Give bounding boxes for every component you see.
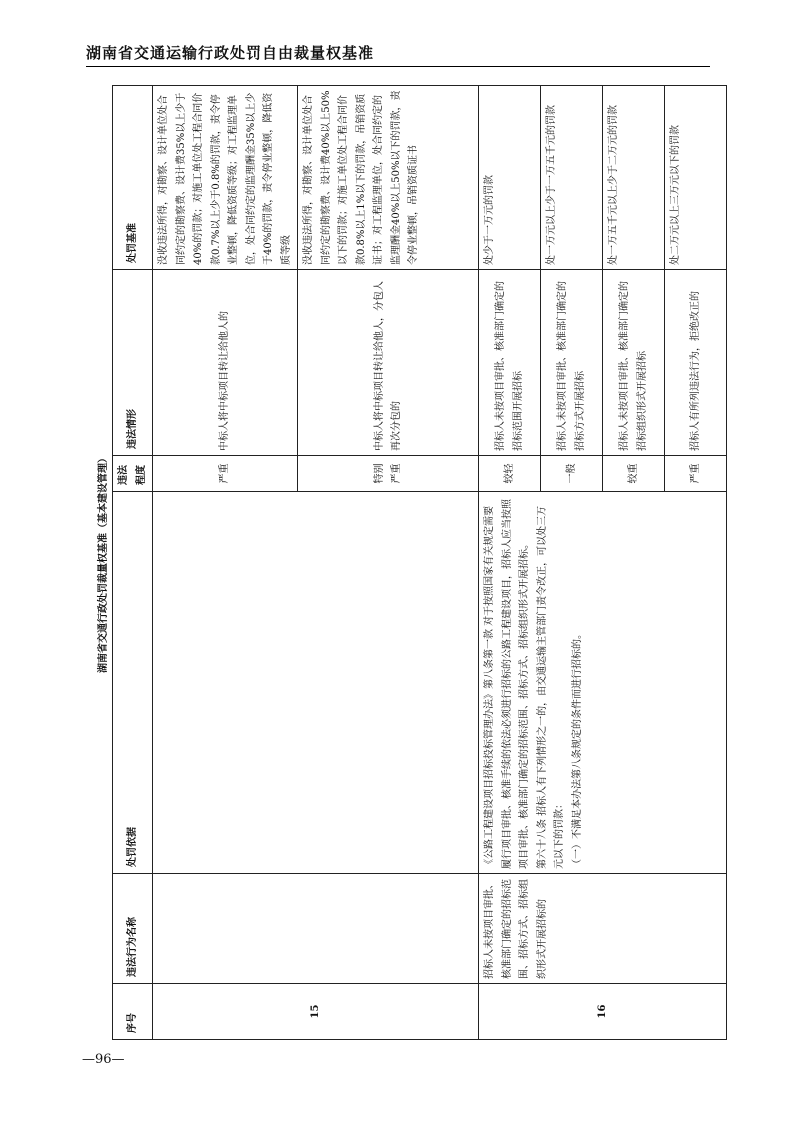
item-15-situation: 中标人将中标项目转让给他人的 bbox=[153, 270, 298, 456]
rotated-table-frame bbox=[90, 86, 710, 1040]
item-16-situation: 招标人未按项目审批、核准部门确定的招标方式开展招标 bbox=[541, 270, 603, 456]
item-16-seq: 16 bbox=[479, 984, 727, 1040]
item-16-degree: 严重 bbox=[665, 456, 727, 492]
item-15-standard: 没收违法所得，对勘察、设计单位处合同约定的勘察费、设计费40%以上50%以下的罚款；对施工单位处工程合同价款0.8%以上1%以下的罚款，吊销资质证书；对工程监理单位，处合同约定的监理酬金40%以上50%以下的罚款，责令停业整顿，吊销资质证书 bbox=[298, 86, 479, 270]
item-15-degree: 特别严重 bbox=[298, 456, 479, 492]
item-16-degree: 一般 bbox=[541, 456, 603, 492]
table-header-row bbox=[113, 86, 153, 1040]
item-16-standard: 处一万元以上少于一万五千元的罚款 bbox=[541, 86, 603, 270]
col-header-basis: 处罚依据 bbox=[113, 492, 153, 874]
basis-paragraph: 《公路工程建设项目招标投标管理办法》第八条第一款 对于按照国家有关规定需要履行项目审批、核准手续的依法必须进行招标的公路工程建设项目，招标人应当按照项目审批、核准部门确定的招标范围、招标方式、招标组织形式开展招标。 bbox=[484, 499, 530, 869]
table-row bbox=[153, 86, 298, 1040]
penalty-standard-table bbox=[112, 85, 727, 1040]
col-header-name: 违法行为名称 bbox=[113, 874, 153, 984]
item-15-seq: 15 bbox=[153, 984, 479, 1040]
item-16-situation: 招标人有所列违法行为，拒绝改正的 bbox=[665, 270, 727, 456]
item-15-situation: 中标人将中标项目转让给他人，分包人再次分包的 bbox=[298, 270, 479, 456]
col-header-degree: 违法程度 bbox=[113, 456, 153, 492]
item-16-basis bbox=[479, 492, 727, 874]
item-15-basis bbox=[153, 492, 479, 874]
item-15-degree: 严重 bbox=[153, 456, 298, 492]
basis-paragraph: 第六十八条 招标人有下列情形之一的，由交通运输主管部门责令改正，可以处三万元以下的罚款： bbox=[536, 505, 565, 869]
col-header-situation: 违法情形 bbox=[113, 270, 153, 456]
page-number: —96— bbox=[82, 1052, 125, 1067]
item-15-standard: 没收违法所得，对勘察、设计单位处合同约定的勘察费、设计费35%以上少于40%的罚款；对施工单位处工程合同价款0.7%以上少于0.8%的罚款，责令停业整顿，降低资质等级；对工程监理单位，处合同约定的监理酬金35%以上少于40%的罚款，责令停业整顿，降低资质等级 bbox=[153, 86, 298, 270]
item-16-degree: 较重 bbox=[603, 456, 665, 492]
table-caption: 湖南省交通行政处罚裁量权基准（基本建设管理） bbox=[98, 453, 109, 673]
page-header-title: 湖南省交通运输行政处罚自由裁量权基准 bbox=[86, 44, 375, 62]
item-16-standard: 处少于一万元的罚款 bbox=[479, 86, 541, 270]
header-divider bbox=[86, 66, 710, 67]
col-header-standard: 处罚基准 bbox=[113, 86, 153, 270]
item-16-standard: 处二万元以上三万元以下的罚款 bbox=[665, 86, 727, 270]
item-16-situation: 招标人未按项目审批、核准部门确定的招标组织形式开展招标 bbox=[603, 270, 665, 456]
item-16-degree: 较轻 bbox=[479, 456, 541, 492]
col-header-seq: 序号 bbox=[113, 984, 153, 1040]
item-15-name bbox=[153, 874, 479, 984]
item-16-situation: 招标人未按项目审批、核准部门确定的招标范围开展招标 bbox=[479, 270, 541, 456]
table-row bbox=[479, 86, 541, 1040]
basis-paragraph: （一）不满足本办法第八条规定的条件而进行招标的。 bbox=[571, 629, 583, 869]
item-16-name: 招标人未按项目审批、核准部门确定的招标范围、招标方式、招标组织形式开展招标的 bbox=[479, 874, 727, 984]
item-16-standard: 处一万五千元以上少于二万元的罚款 bbox=[603, 86, 665, 270]
